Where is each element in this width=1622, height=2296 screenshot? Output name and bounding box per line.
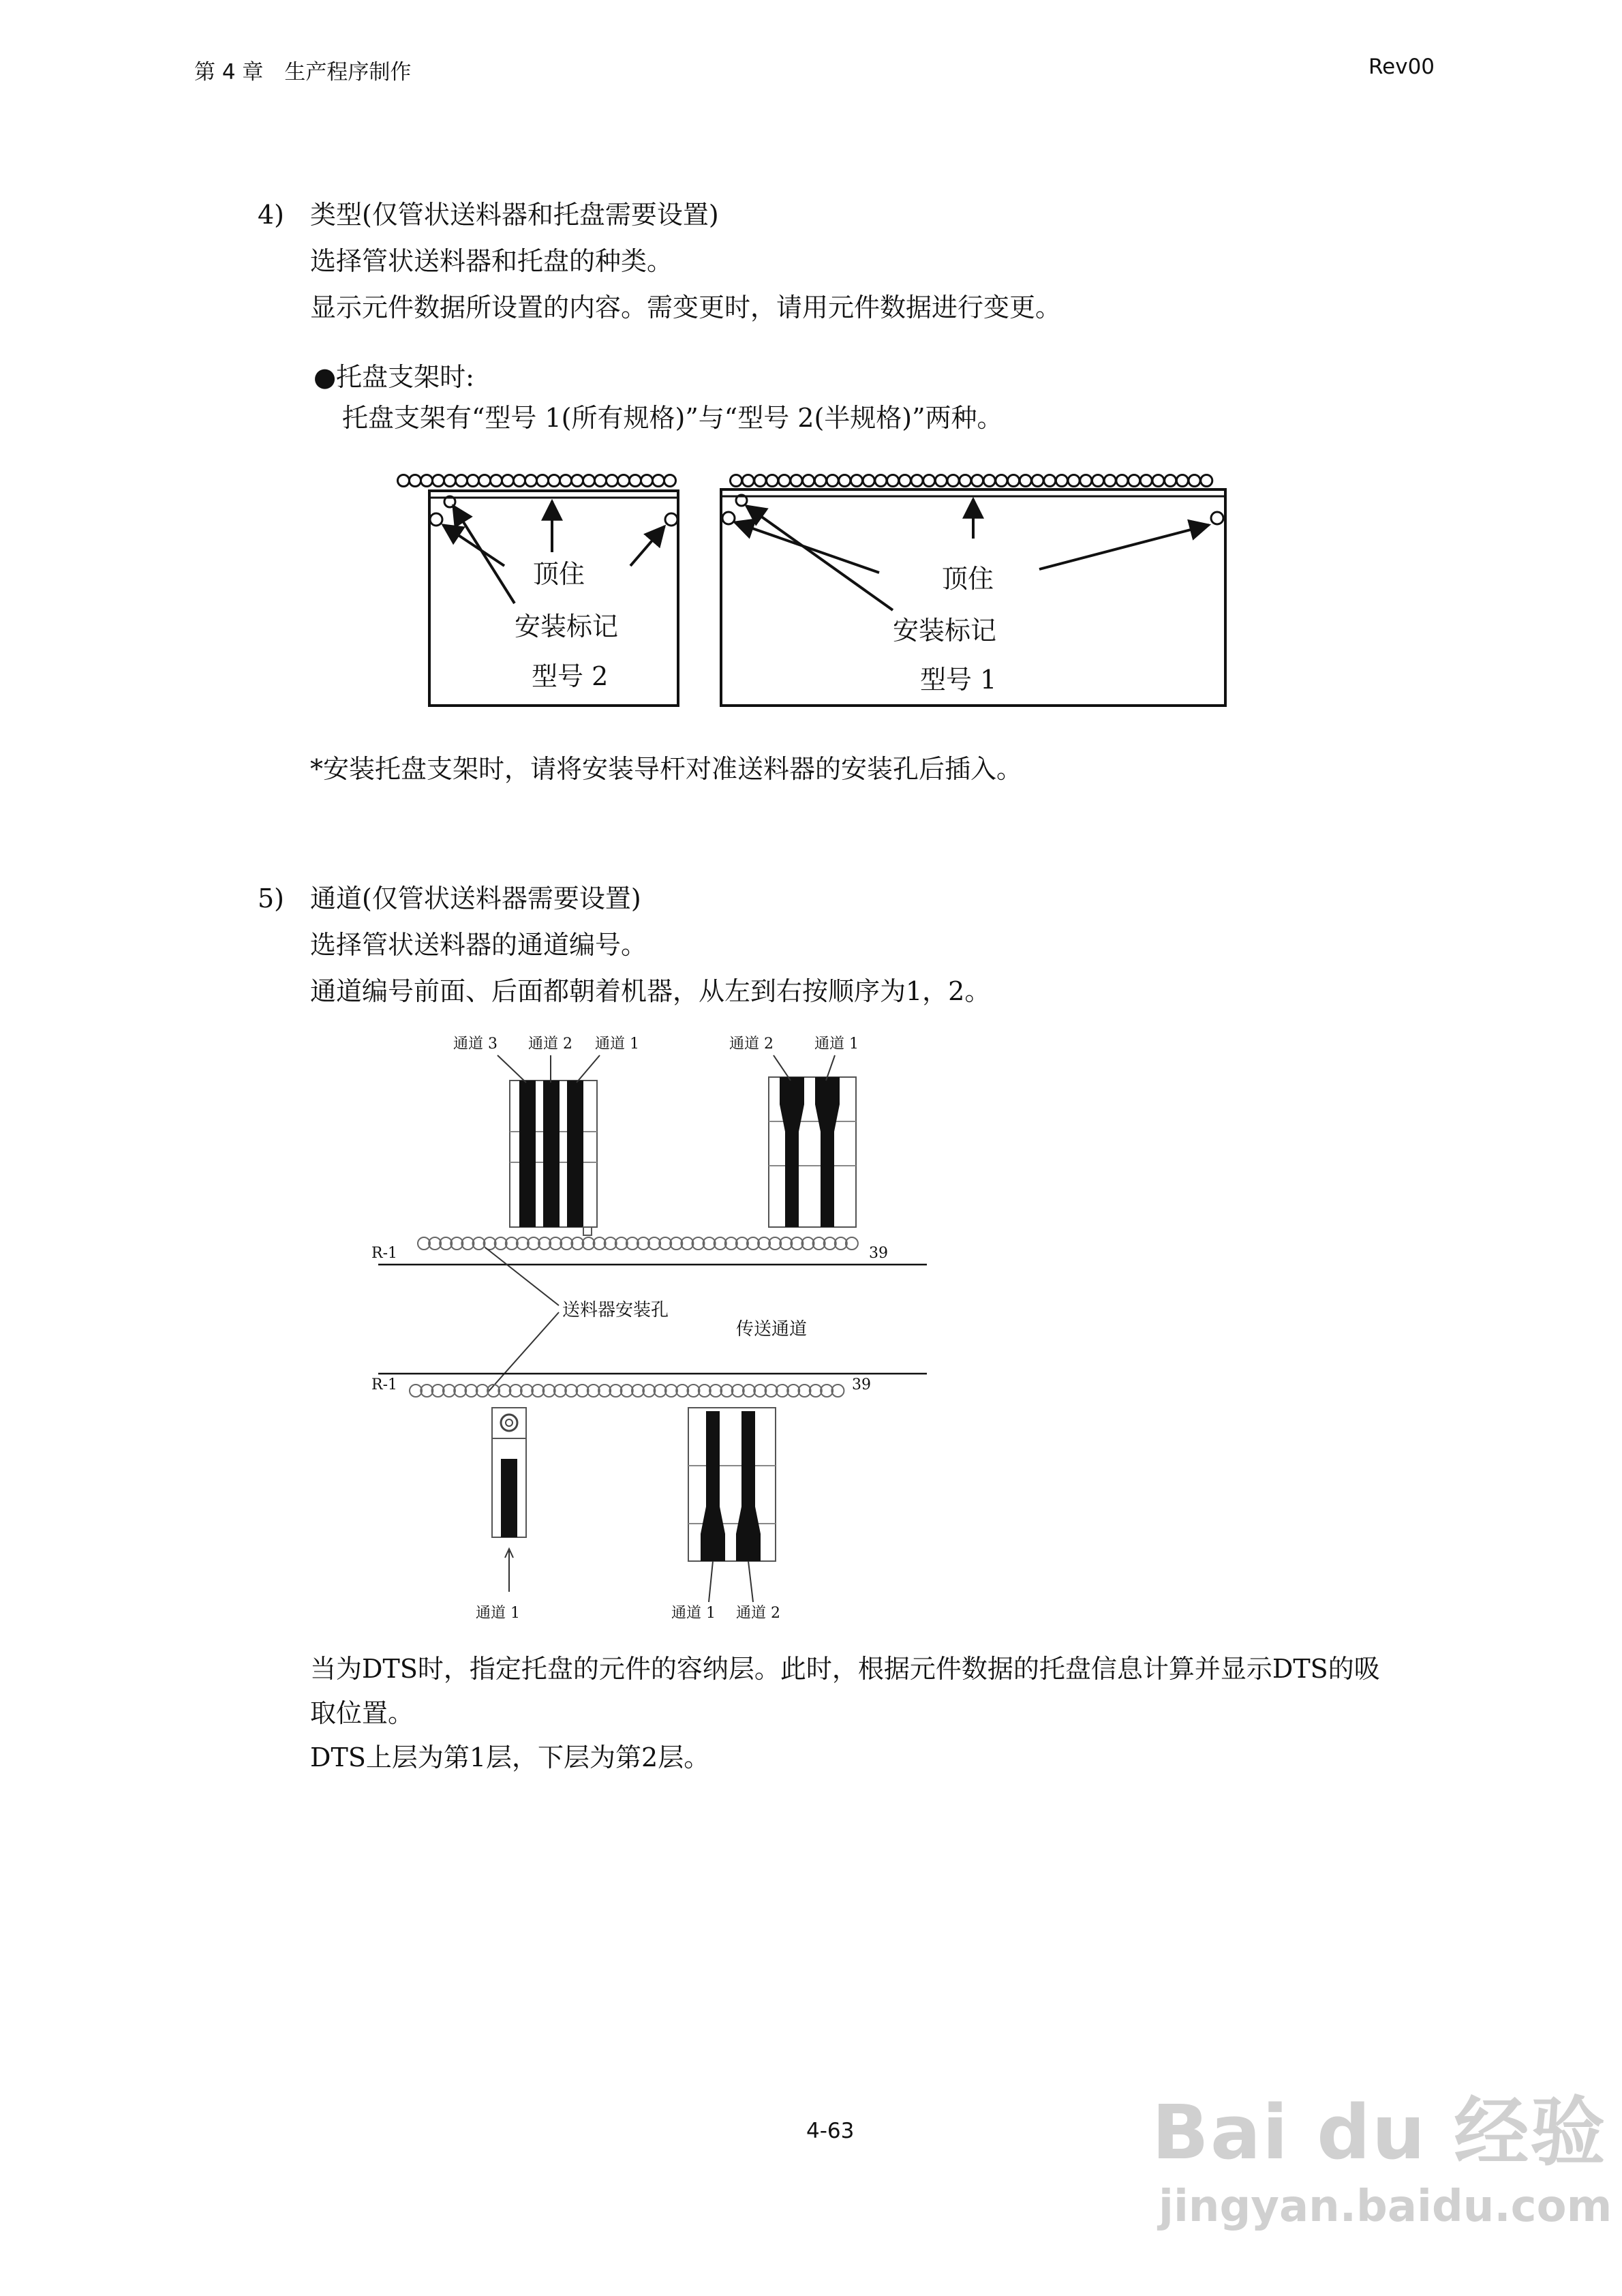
label-conveyor: 传送通道 [736, 1319, 808, 1340]
label-model-right: 型号 1 [920, 665, 997, 695]
feeder-1lane-bottom [492, 1408, 526, 1592]
section4-title: 类型(仅管状送料器和托盘需要设置) [310, 200, 719, 230]
label-39-bottom: 39 [852, 1376, 871, 1393]
label-model-left: 型号 2 [532, 661, 609, 691]
section5-line2: 通道编号前面、后面都朝着机器，从左到右按顺序为1，2。 [310, 976, 991, 1006]
label-r1-top: R-1 [371, 1245, 397, 1262]
section4-line2: 显示元件数据所设置的内容。需变更时，请用元件数据进行变更。 [310, 292, 1062, 322]
dts-line1: 当为DTS时，指定托盘的元件的容纳层。此时，根据元件数据的托盘信息计算并显示DTS的吸 [310, 1654, 1380, 1684]
feeder-2lane-top [769, 1077, 856, 1227]
feeder-3lane-top [510, 1081, 597, 1235]
page-number: 4-63 [806, 2119, 855, 2143]
tray-install-note: *安装托盘支架时，请将安装导杆对准送料器的安装孔后插入。 [310, 754, 1023, 784]
label-mount-hole: 送料器安装孔 [562, 1300, 669, 1320]
label-lane1-bottomleft: 通道 1 [476, 1605, 520, 1622]
label-mark-right: 安装标记 [893, 616, 997, 646]
label-lane1-topright: 通道 1 [814, 1036, 859, 1053]
watermark-brand: Bai du 经验 [1152, 2089, 1607, 2176]
mount-holes-bottom [410, 1385, 844, 1397]
tray-bullet-text: 托盘支架有“型号 1(所有规格)”与“型号 2(半规格)”两种。 [342, 403, 1003, 433]
mount-holes-top [418, 1237, 858, 1250]
label-lane3-top: 通道 3 [453, 1036, 498, 1053]
dts-line2: 取位置。 [310, 1698, 414, 1728]
label-lane1-top: 通道 1 [595, 1036, 639, 1053]
section4-number: 4) [258, 200, 285, 230]
dts-line3: DTS上层为第1层，下层为第2层。 [310, 1742, 710, 1772]
section4-line1: 选择管状送料器和托盘的种类。 [310, 246, 673, 276]
label-lane2-bottomright: 通道 2 [736, 1605, 780, 1622]
section5-number: 5) [258, 883, 285, 913]
label-mark-left: 安装标记 [515, 611, 619, 641]
feeder-2lane-bottom [688, 1408, 776, 1561]
label-lane2-top: 通道 2 [528, 1036, 572, 1053]
label-top-left: 顶住 [533, 559, 585, 589]
label-r1-bottom: R-1 [371, 1376, 397, 1393]
label-39-top: 39 [869, 1245, 888, 1262]
revision-label: Rev00 [1368, 55, 1435, 79]
section5-title: 通道(仅管状送料器需要设置) [310, 883, 641, 913]
label-lane2-topright: 通道 2 [729, 1036, 774, 1053]
watermark-url: jingyan.baidu.com [1159, 2181, 1612, 2232]
chapter-title: 第 4 章 生产程序制作 [194, 60, 412, 85]
label-top-right: 顶住 [942, 564, 994, 594]
tray-bullet-title: ●托盘支架时: [313, 362, 474, 392]
label-lane1-bottomright: 通道 1 [671, 1605, 716, 1622]
section5-line1: 选择管状送料器的通道编号。 [310, 930, 647, 960]
